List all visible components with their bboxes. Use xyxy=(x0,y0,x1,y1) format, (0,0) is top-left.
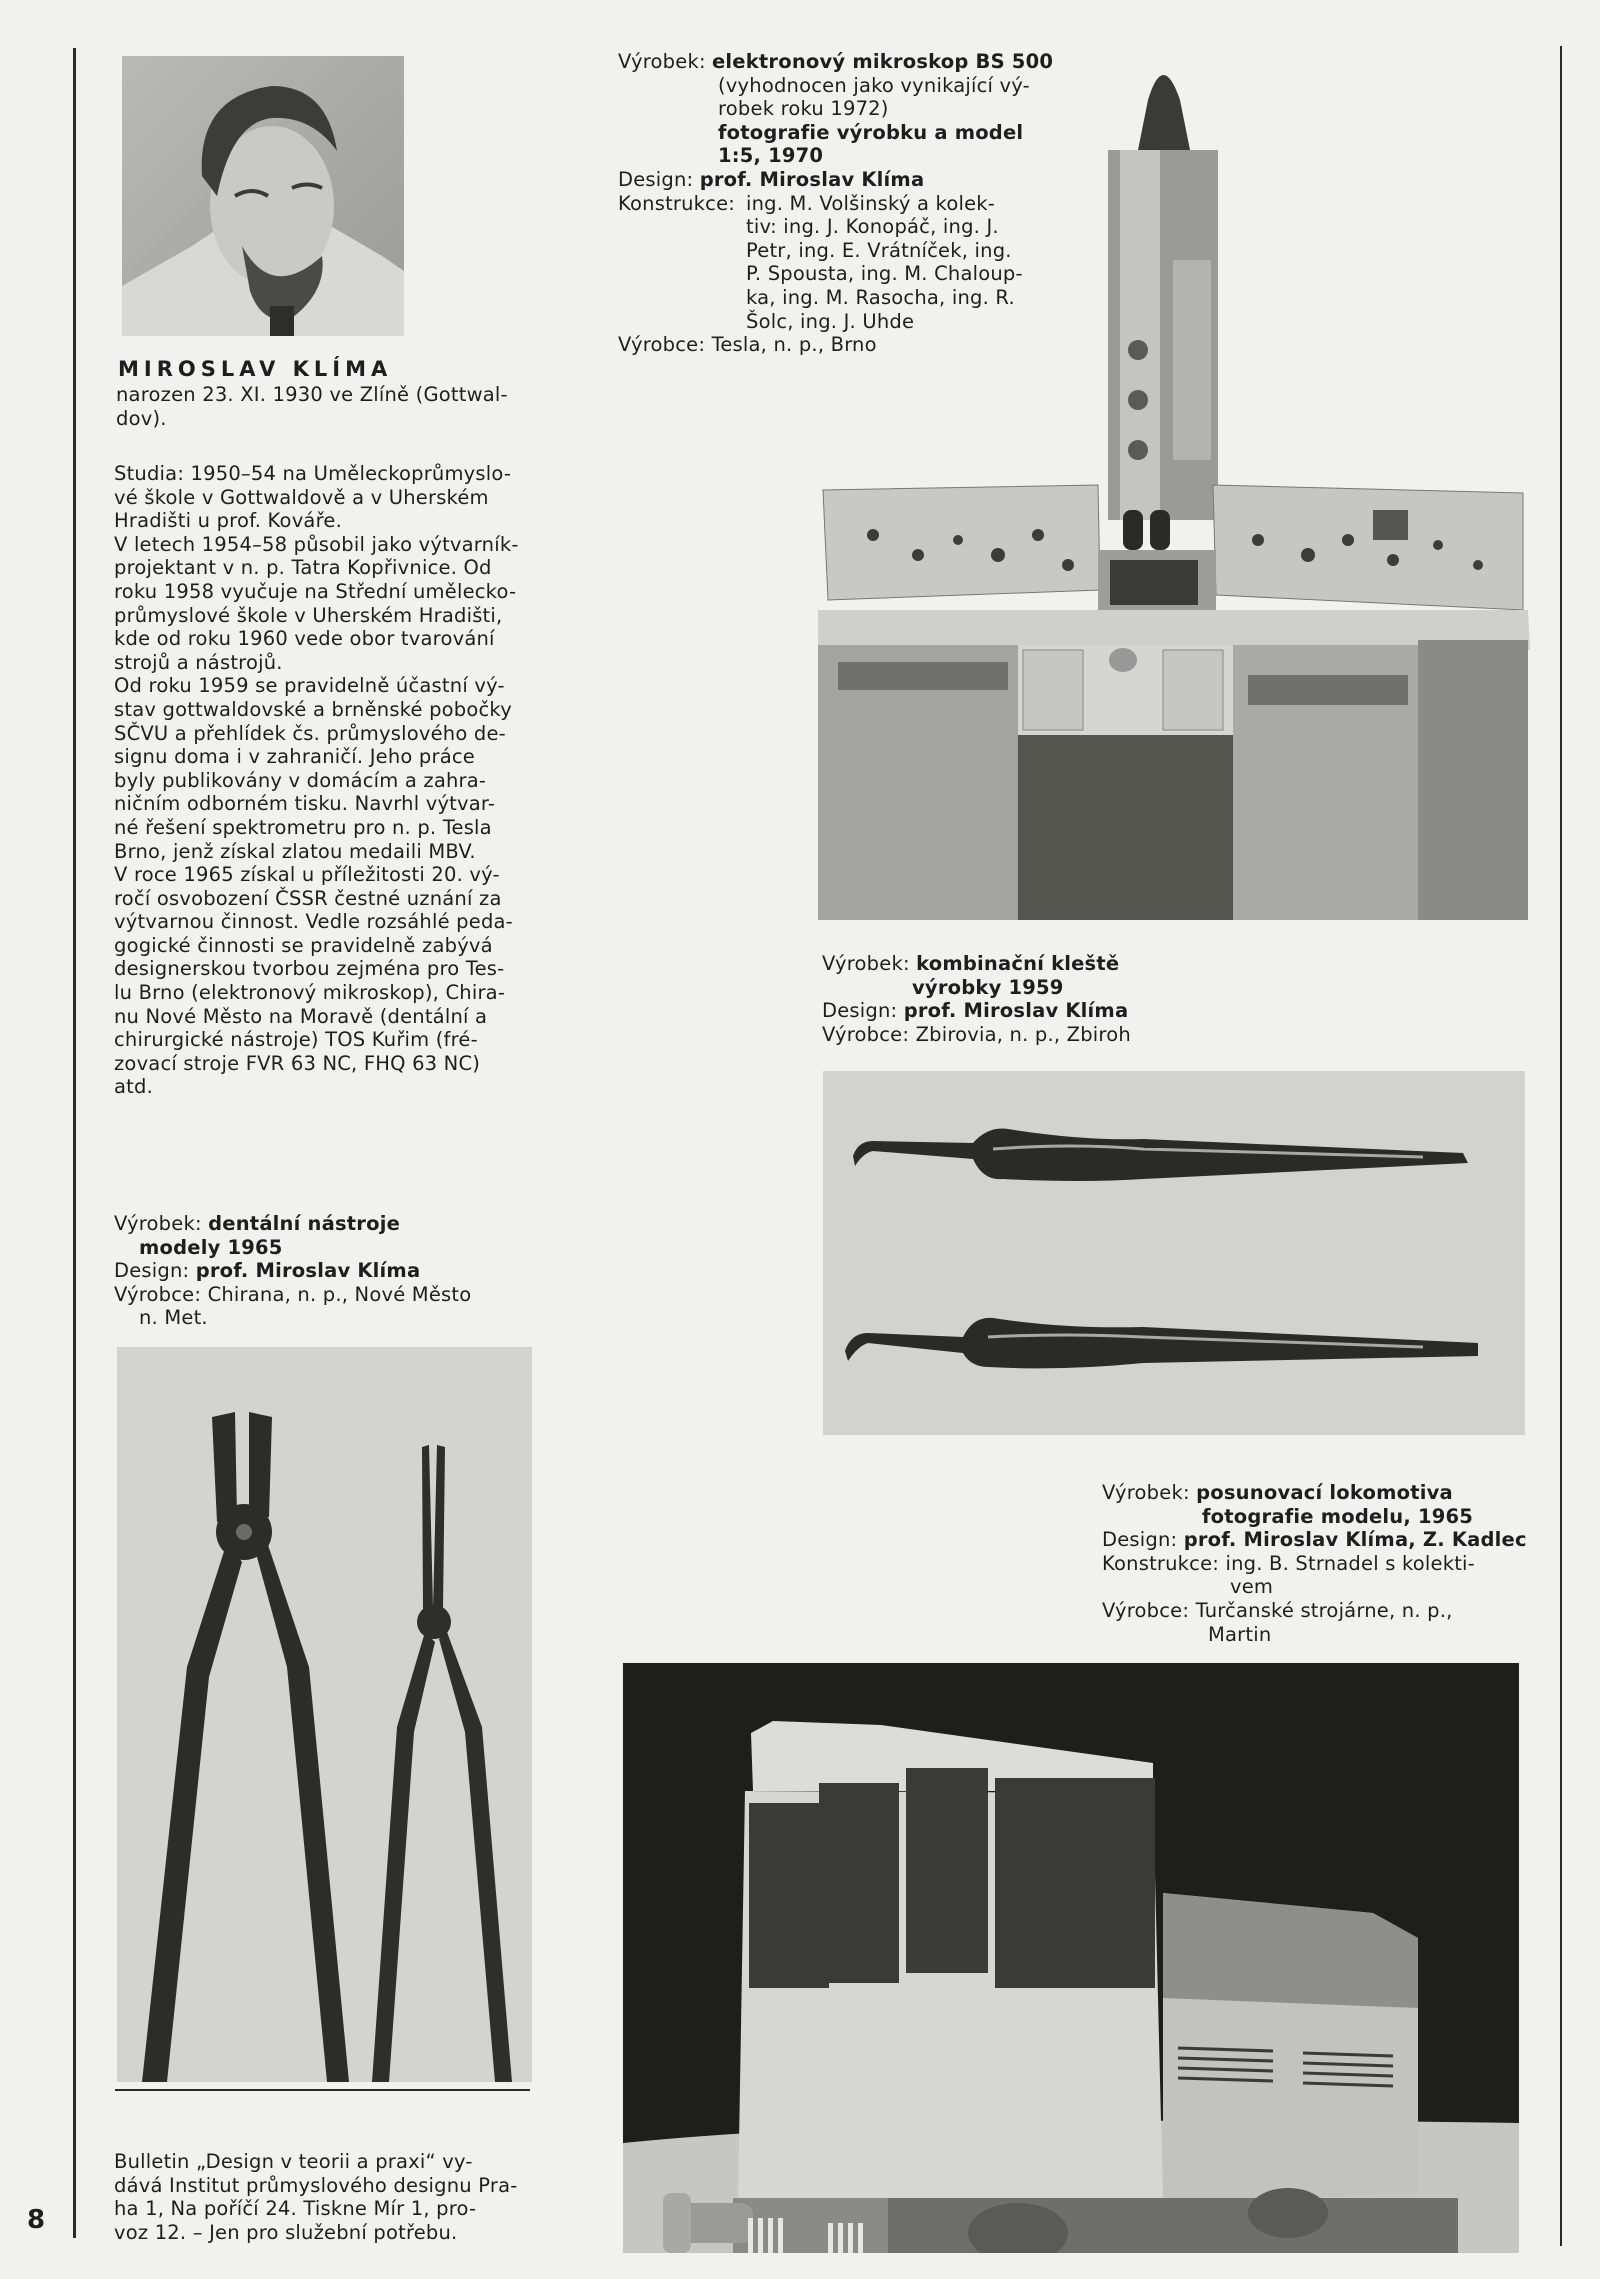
caption-maker: Turčanské strojárne, n. p., xyxy=(1195,1598,1453,1622)
colophon-line: dává Institut průmyslového designu Pra- xyxy=(114,2173,518,2197)
caption-pliers xyxy=(822,952,1242,1046)
bio-line: Brno, jenž získal zlatou medaili MBV. xyxy=(114,839,476,863)
caption-designer: prof. Miroslav Klíma xyxy=(195,1259,421,1283)
microscope-photo xyxy=(818,50,1530,920)
bio-paragraph xyxy=(114,462,528,1099)
pliers-photo xyxy=(117,1347,532,2082)
caption-product-sub: modely 1965 xyxy=(139,1235,283,1259)
bio-line: Studia: 1950–54 na Uměleckoprůmyslo- xyxy=(114,462,512,485)
caption-label: Konstrukce: xyxy=(618,191,736,215)
bio-line: vé škole v Gottwaldově a v Uherském xyxy=(114,485,489,509)
dental-instruments-photo xyxy=(823,1071,1525,1435)
caption-designer: prof. Miroslav Klíma, Z. Kadlec xyxy=(1183,1528,1527,1552)
caption-designer: prof. Miroslav Klíma xyxy=(699,167,925,191)
caption-product-title: kombinační kleště xyxy=(916,952,1120,975)
caption-label: Výrobce: xyxy=(822,1022,910,1046)
colophon-line: Bulletin „Design v teorii a praxi“ vy- xyxy=(114,2150,473,2173)
caption-locomotive xyxy=(1102,1481,1542,1646)
caption-product-title: posunovací lokomotiva xyxy=(1196,1481,1453,1504)
caption-label: Výrobek: xyxy=(1102,1481,1190,1504)
caption-product-sub: 1:5, 1970 xyxy=(718,144,824,168)
caption-product-sub: výrobky 1959 xyxy=(912,975,1064,999)
bio-line: gogické činnosti se pravidelně zabývá xyxy=(114,933,493,957)
colophon xyxy=(114,2150,534,2244)
left-margin-rule xyxy=(73,48,76,2238)
caption-label: Výrobek: xyxy=(822,952,910,975)
bio-line: V roce 1965 získal u příležitosti 20. vý- xyxy=(114,863,500,887)
caption-label: Výrobce: xyxy=(618,333,706,357)
caption-label: Design: xyxy=(114,1259,190,1283)
caption-construction-cont: vem xyxy=(1230,1575,1274,1599)
microscope-image xyxy=(818,50,1530,920)
bio-line: signu doma i v zahraničí. Jeho práce xyxy=(114,745,475,769)
bio-line: ročí osvobození ČSSR čestné uznání za xyxy=(114,886,502,910)
caption-label: Design: xyxy=(1102,1528,1178,1552)
bio-line: byly publikovány v domácím a zahra- xyxy=(114,768,487,792)
caption-label: Výrobce: xyxy=(1102,1598,1190,1622)
caption-construction: Šolc, ing. J. Uhde xyxy=(746,309,915,333)
bio-line: výtvarnou činnost. Vedle rozsáhlé peda- xyxy=(114,910,513,934)
caption-construction: P. Spousta, ing. M. Chaloup- xyxy=(746,262,1023,286)
dental-instruments-image xyxy=(823,1071,1525,1435)
bio-line: atd. xyxy=(114,1075,153,1099)
bio-line: V letech 1954–58 působil jako výtvarník- xyxy=(114,532,519,556)
caption-construction: ka, ing. M. Rasocha, ing. R. xyxy=(746,285,1015,309)
caption-construction: Petr, ing. E. Vrátníček, ing. xyxy=(746,238,1012,262)
caption-construction: ing. B. Strnadel s kolekti- xyxy=(1225,1551,1475,1575)
bio-line: projektant v n. p. Tatra Kopřivnice. Od xyxy=(114,556,492,580)
caption-product-note: robek roku 1972) xyxy=(718,97,889,121)
designer-name: MIROSLAV KLÍMA xyxy=(118,357,393,381)
caption-label: Výrobce: xyxy=(114,1282,202,1306)
caption-product-note: (vyhodnocen jako vynikající vý- xyxy=(718,73,1030,97)
bio-line: né řešení spektrometru pro n. p. Tesla xyxy=(114,815,492,839)
bio-line: Od roku 1959 se pravidelně účastní vý- xyxy=(114,674,505,698)
caption-label: Výrobek: xyxy=(114,1212,202,1235)
bio-line: kde od roku 1960 vede obor tvarování xyxy=(114,627,495,651)
caption-maker: Zbirovia, n. p., Zbiroh xyxy=(915,1022,1131,1046)
colophon-line: ha 1, Na poříčí 24. Tiskne Mír 1, pro- xyxy=(114,2197,477,2221)
bio-born-line: narozen 23. XI. 1930 ve Zlíně (Gottwal- xyxy=(116,383,508,406)
bio-born xyxy=(116,383,528,430)
caption-construction: ing. M. Volšinský a kolek- xyxy=(746,191,995,215)
bio-line: nu Nové Město na Moravě (dentální a xyxy=(114,1004,488,1028)
right-margin-rule xyxy=(1560,46,1562,2246)
caption-maker-cont: n. Met. xyxy=(139,1306,208,1330)
locomotive-image xyxy=(623,1663,1519,2253)
bio-line: Hradišti u prof. Kováře. xyxy=(114,509,342,533)
caption-dental xyxy=(114,1212,534,1330)
bio-line: roku 1958 vyučuje na Střední umělecko- xyxy=(114,579,517,603)
bio-line: chirurgické nástroje) TOS Kuřim (fré- xyxy=(114,1028,478,1052)
caption-label: Design: xyxy=(618,167,694,191)
bio-line: strojů a nástrojů. xyxy=(114,650,283,674)
caption-product-sub: fotografie výrobku a model xyxy=(718,120,1024,144)
bio-line: designerskou tvorbou zejména pro Tes- xyxy=(114,957,505,981)
bio-line: ničním odborném tisku. Navrhl výtvar- xyxy=(114,792,496,816)
bio-born-line: dov). xyxy=(116,406,167,430)
bio-line: stav gottwaldovské a brněnské pobočky xyxy=(114,697,512,721)
bio-line: lu Brno (elektronový mikroskop), Chira- xyxy=(114,981,506,1005)
caption-product-sub: fotografie modelu, 1965 xyxy=(1202,1504,1474,1528)
portrait-image xyxy=(122,56,404,336)
caption-product-title: dentální nástroje xyxy=(208,1212,401,1235)
caption-label: Konstrukce: xyxy=(1102,1551,1220,1575)
caption-maker: Chirana, n. p., Nové Město xyxy=(207,1282,472,1306)
bio-line: průmyslové škole v Uherském Hradišti, xyxy=(114,603,503,627)
pliers-image xyxy=(117,1347,532,2082)
caption-label: Výrobek: xyxy=(618,50,706,73)
caption-designer: prof. Miroslav Klíma xyxy=(903,999,1129,1023)
colophon-line: voz 12. – Jen pro služební potřebu. xyxy=(114,2220,458,2244)
caption-product-title: elektronový mikroskop BS 500 xyxy=(712,50,1054,73)
caption-construction: tiv: ing. J. Konopáč, ing. J. xyxy=(746,215,999,239)
caption-label: Design: xyxy=(822,999,898,1023)
caption-maker-cont: Martin xyxy=(1208,1622,1272,1646)
page-number: 8 xyxy=(27,2205,46,2235)
caption-maker: Tesla, n. p., Brno xyxy=(711,333,877,357)
portrait-photo xyxy=(122,56,404,336)
locomotive-photo xyxy=(623,1663,1519,2253)
bio-line: SČVU a přehlídek čs. průmyslového de- xyxy=(114,721,506,745)
footer-divider xyxy=(115,2089,530,2091)
bio-line: zovací stroje FVR 63 NC, FHQ 63 NC) xyxy=(114,1051,481,1075)
